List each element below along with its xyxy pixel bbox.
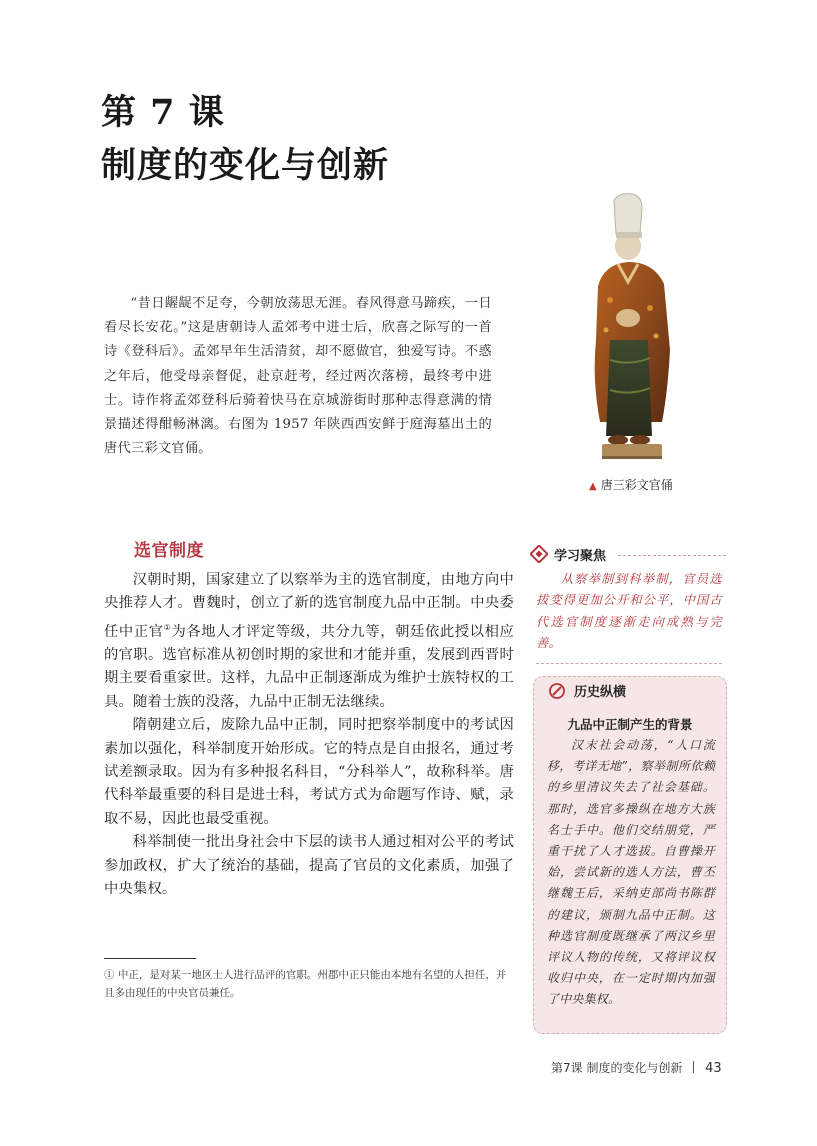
footer-lesson-title: 制度的变化与创新	[586, 1061, 683, 1075]
history-panel-header	[548, 681, 626, 700]
intro-paragraph: “昔日龌龊不足夸，今朝放荡思无涯。春风得意马蹄疾，一日看尽长安花。”这是唐朝诗人孟郊考中进士后，欣喜之际写的一首诗《登科后》。孟郊早年生活清贫，却不愿做官，独爱写诗。不惑之年后，他受母亲督促，赴京赶考，经过两次落榜，最终考中进士。诗作将孟郊登科后骑着快马在京城游街时那种志得意满的情景描述得酣畅淋漓。右图为 1957 年陕西西安鲜于庭海墓出土的唐代三彩文官俑。	[104, 296, 492, 457]
body-paragraph	[104, 569, 514, 714]
learning-focus-title: 学习聚焦	[554, 548, 607, 564]
figurine-illustration	[580, 190, 686, 470]
section-body	[104, 569, 514, 901]
page-number: 43	[705, 1061, 722, 1076]
body-paragraph: 隋朝建立后，废除九品中正制，同时把察举制度中的考试因素加以强化，科举制度开始形成。它的特点是自由报名，通过考试差额录取。因为有多种报名科目，“分科举人”，故称科举。唐代科举最重要的科目是进士科，考试方式为命题写作诗、赋，录取不易，因此也最受重视。	[104, 717, 514, 827]
figure-caption	[589, 476, 673, 493]
footer-separator	[693, 1061, 694, 1073]
caption-triangle-icon: ▲	[589, 481, 597, 492]
tang-sancai-official-figurine-image	[580, 190, 686, 470]
footnote-divider	[104, 958, 196, 959]
footnote: ① 中正，是对某一地区士人进行品评的官职。州郡中正只能由本地有名望的人担任，并且多由现任的中央官员兼任。	[104, 969, 507, 999]
footnote-marker: ①	[163, 622, 172, 632]
figure-caption-text: 唐三彩文官俑	[600, 478, 673, 492]
scroll-pen-icon	[548, 682, 566, 700]
body-paragraph: 科举制使一批出身社会中下层的读书人通过相对公平的考试参加政权，扩大了统治的基础，提高了官员的文化素质，加强了中央集权。	[104, 834, 514, 898]
section-heading: 选官制度	[134, 541, 204, 561]
learning-focus-text: 从察举制到科举制，官员选拔变得更加公开和公平，中国古代选官制度逐渐走向成熟与完善。	[536, 569, 722, 664]
diamond-target-icon	[530, 545, 548, 563]
history-panel	[533, 676, 727, 1034]
footer-lesson-label: 第7课	[551, 1061, 583, 1075]
history-panel-title: 历史纵横	[574, 685, 627, 700]
lesson-title: 制度的变化与创新	[101, 145, 390, 186]
history-panel-text: 汉末社会动荡，“人口流移，考详无地”，察举制所依赖的乡里清议失去了社会基础。那时，选官多操纵在地方大族名士手中。他们交结朋党，严重干扰了人才选拔。自曹操开始，尝试新的选人方法，曹丕继魏王后，采纳吏部尚书陈群的建议，颁制九品中正制。这种选官制度既继承了两汉乡里评议人物的传统，又将评议权收归中央，在一定时期内加强了中央集权。	[547, 738, 715, 1007]
body-paragraph-part: 为各地人才评定等级，共分九等，朝廷依此授以相应的官职。选官标准从初创时期的家世和才能并重，发展到西晋时期主要看重家世。这样，九品中正制逐渐成为维护士族特权的工具。随着士族的没落，九品中正制无法继续。	[104, 623, 514, 710]
page-footer	[551, 1059, 722, 1076]
dashed-divider	[618, 555, 726, 556]
learning-focus-header	[530, 543, 726, 565]
lesson-number: 第 7 课	[101, 92, 225, 133]
body-paragraph-part: 汉朝时期，国家建立了以察举为主的选官制度，由地方向中央推荐人才。曹魏时，创立了新的选官制度九品中正制。中央委任中正官	[104, 572, 514, 640]
learning-focus-box	[530, 543, 726, 664]
history-panel-subtitle: 九品中正制产生的背景	[567, 717, 693, 732]
